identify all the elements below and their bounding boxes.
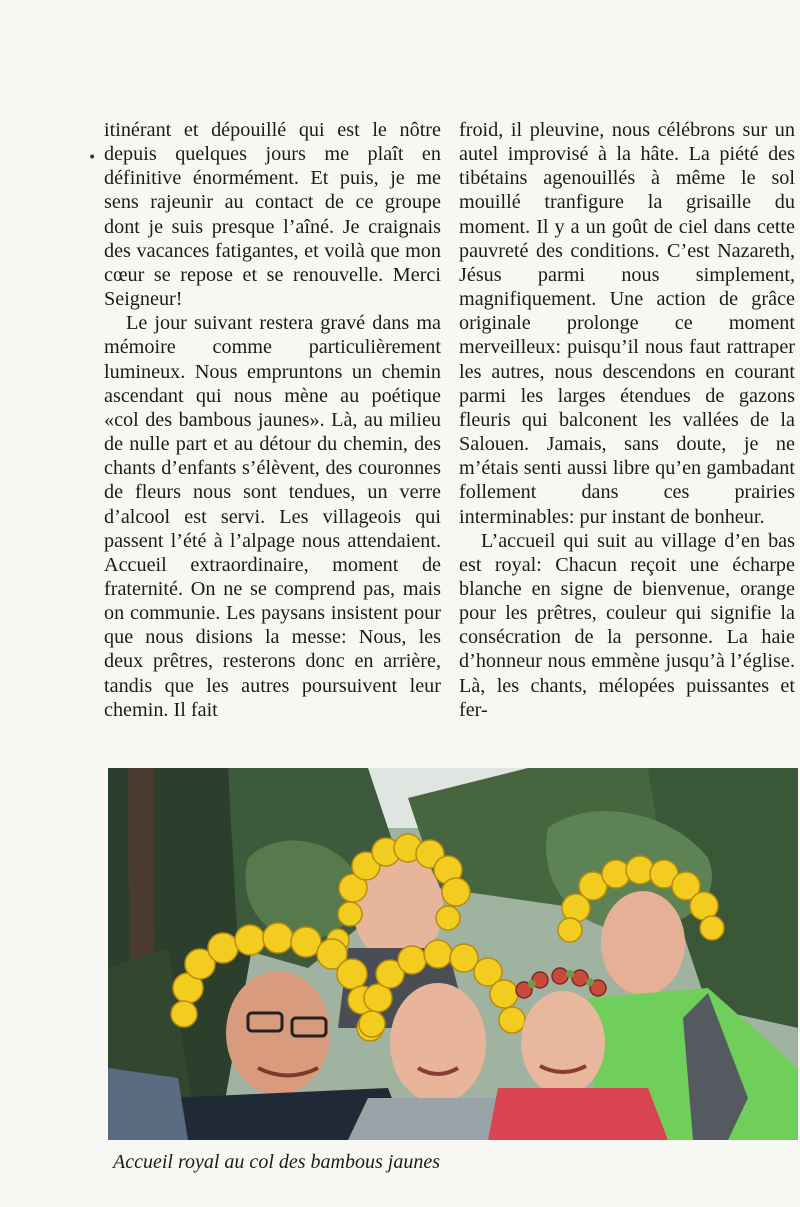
group-photo [108, 768, 798, 1140]
photo-caption: Accueil royal au col des bambous jaunes [113, 1151, 440, 1173]
right-text-column [459, 118, 795, 722]
paragraph: L’accueil qui suit au village d’en bas est royal: Chacun reçoit une écharpe blanche en signe de bienvenue, orange pour les prêtres, couleur qui signifie la consécration de la personne. La haie d’honneur nous emmène jusqu’à l’église. Là, les chants, mélopées puissantes et fer- [459, 529, 795, 721]
group-photo-illustration [108, 768, 798, 1140]
paragraph: Le jour suivant restera gravé dans ma mémoire comme particulièrement lumineux. Nous empruntons un chemin ascendant qui nous mène au poétique «col des bambous jaunes». Là, au milieu de nulle part et au détour du chemin, des chants d’enfants s’élèvent, des couronnes de fleurs nous sont tendues, un verre d’alcool est servi. Les villageois qui passent l’été à l’alpage nous attendaient. Accueil extraordinaire, moment de fraternité. On ne se comprend pas, mais on communie. Les paysans insistent pour que nous disions la messe: Nous, les deux prêtres, resterons donc en arrière, tandis que les autres poursuivent leur chemin. Il fait [104, 312, 441, 721]
paragraph: itinérant et dépouillé qui est le nôtre depuis quelques jours me plaît en définitive énormément. Et puis, je me sens rajeunir au contact de ce groupe dont je suis presque l’aîné. Je craignais des vacances fatigantes, et voilà que mon cœur se repose et se renouvelle. Merci Seigneur! [104, 119, 441, 311]
margin-mark: • [88, 150, 97, 166]
left-text-column [104, 118, 441, 722]
paragraph: froid, il pleuvine, nous célébrons sur un autel improvisé à la hâte. La piété des tibétains agenouillés à même le sol mouillé tranfigure la grisaille du moment. Il y a un goût de ciel dans cette pauvreté des conditions. C’est Nazareth, Jésus parmi nous simplement, magnifiquement. Une action de grâce originale prolonge ce moment merveilleux: puisqu’il nous faut rattraper les autres, nous descendons en courant parmi les larges étendues de gazons fleuris qui balconent les vallées de la Salouen. Jamais, sans doute, je ne m’étais senti aussi libre qu’en gambadant follement dans ces prairies interminables: pur instant de bonheur. [459, 119, 795, 528]
